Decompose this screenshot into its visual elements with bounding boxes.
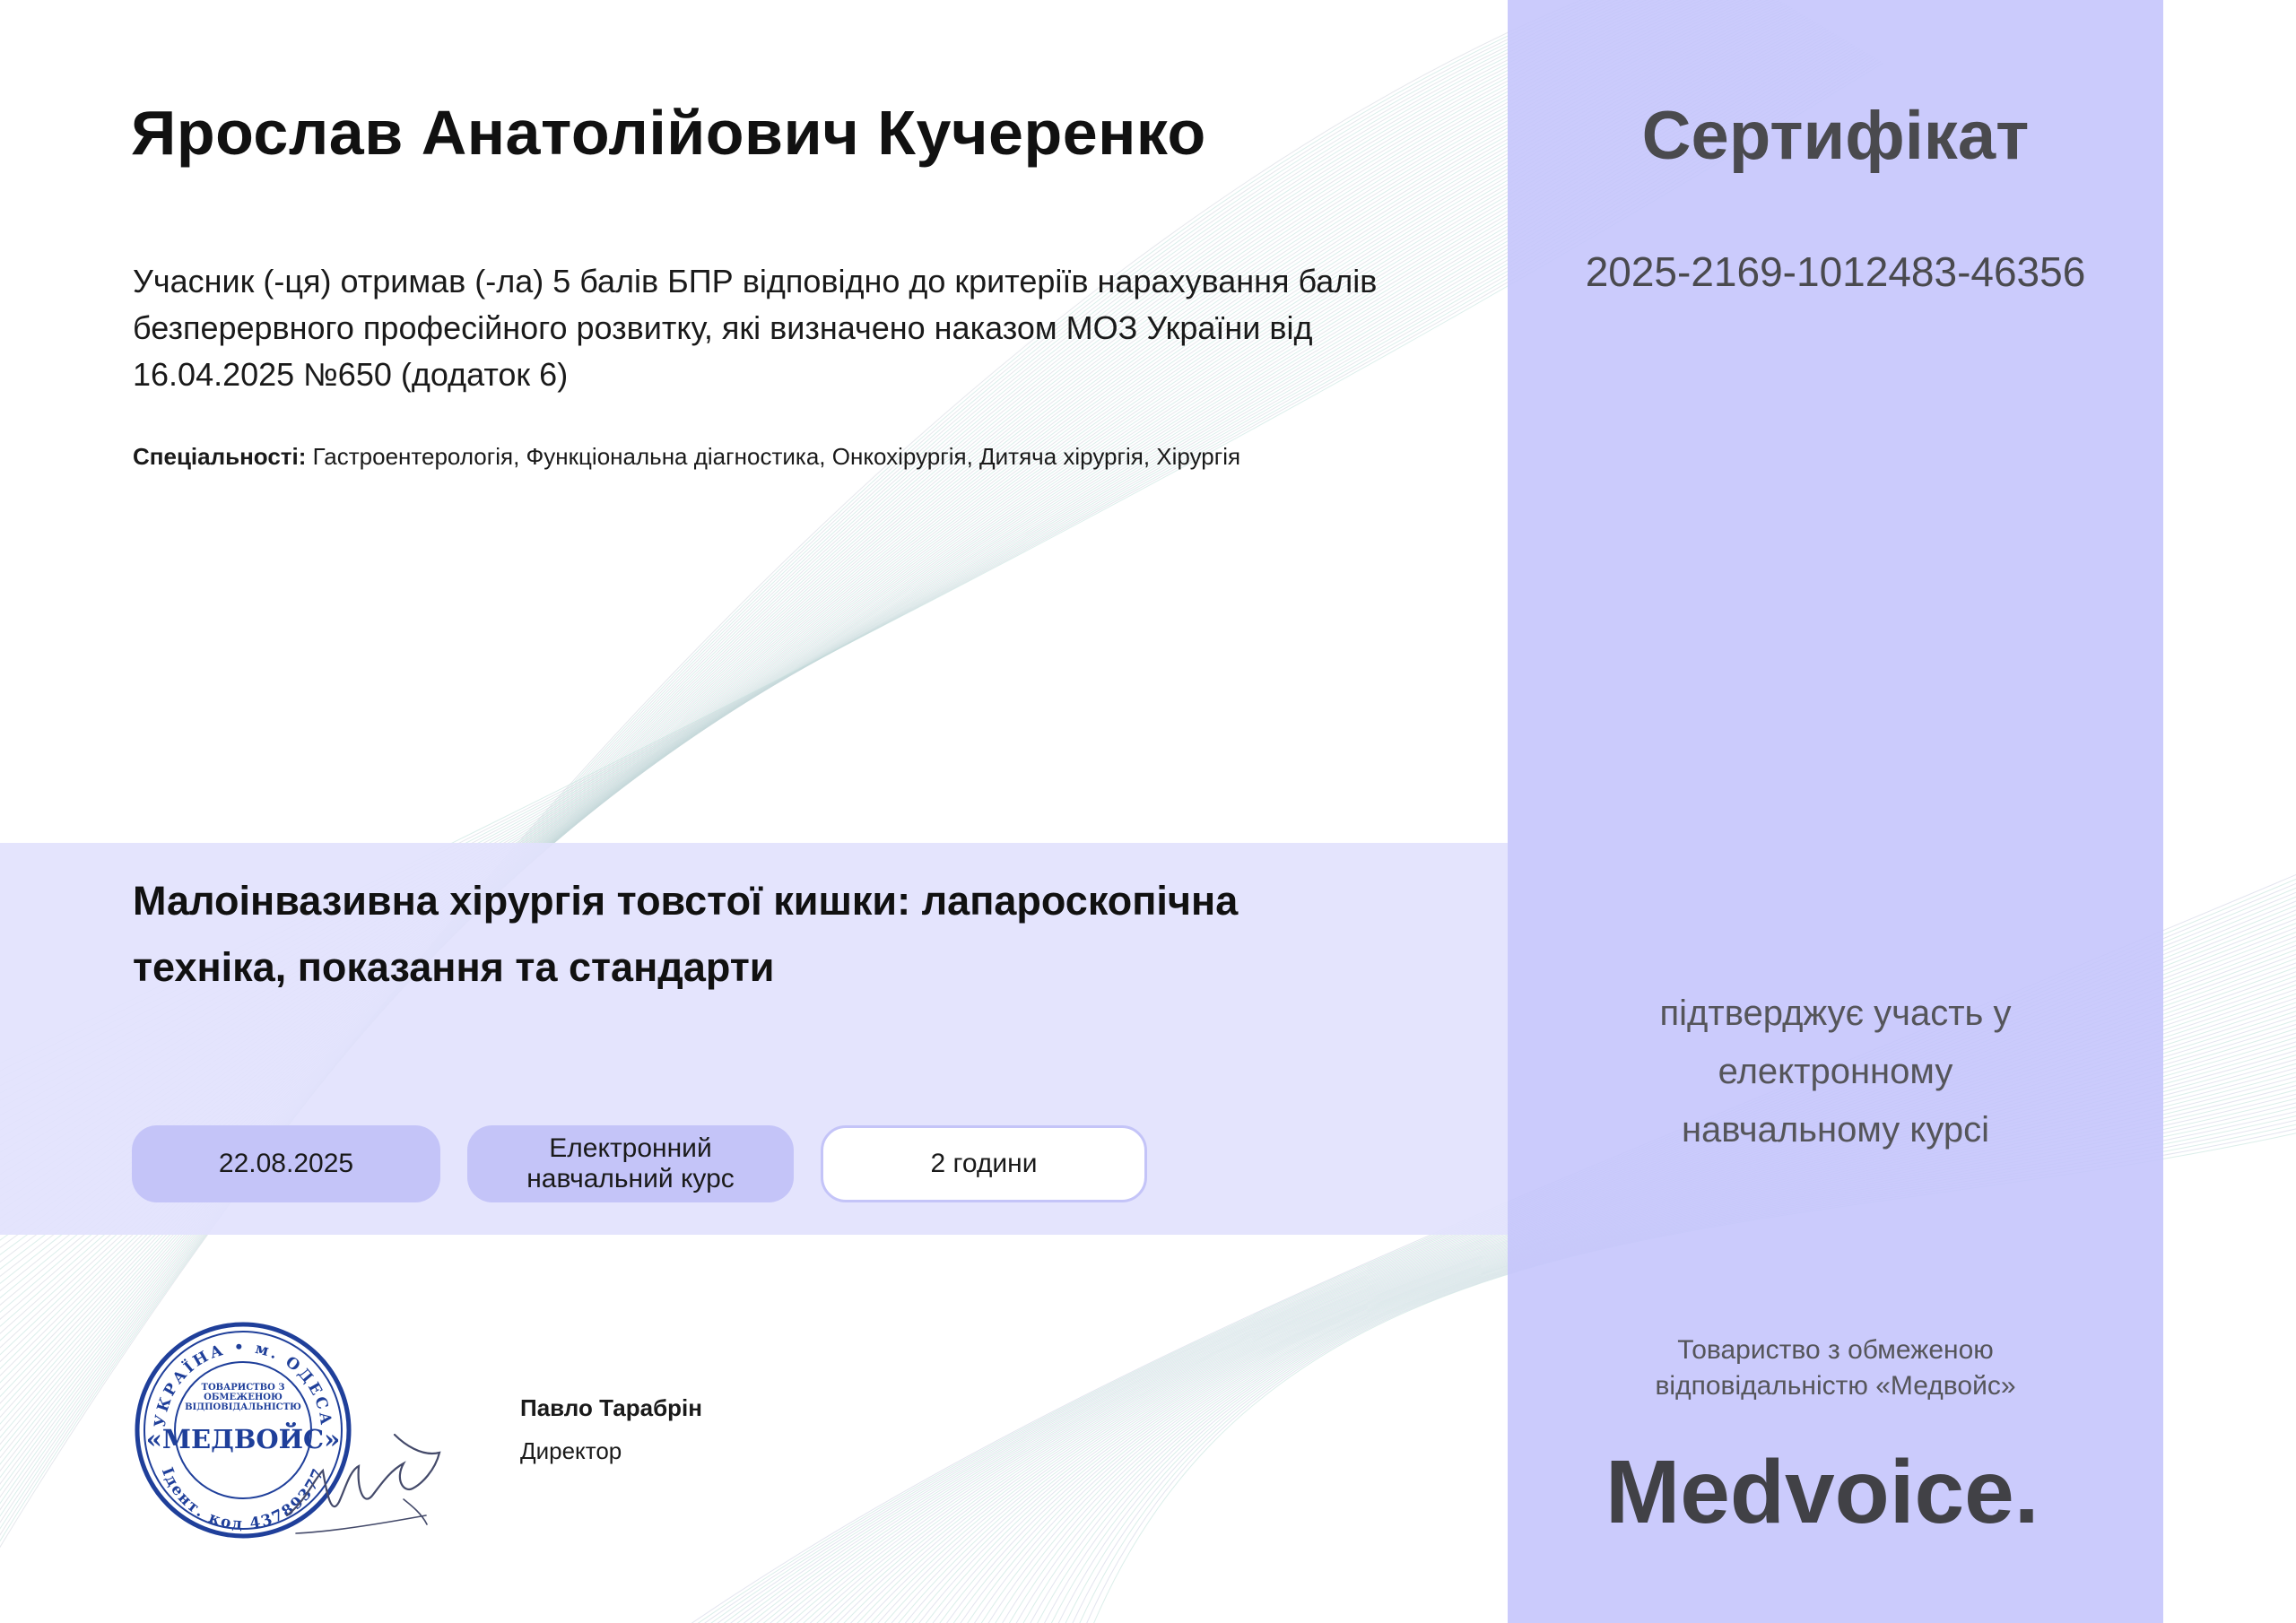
course-duration: 2 години bbox=[930, 1149, 1038, 1178]
medvoice-logo bbox=[1605, 1451, 2072, 1541]
description-text: Учасник (-ця) отримав (-ла) 5 балів БПР відповідно до критеріїв нарахування балів безперервного професійного розвитку, які визначено наказом МОЗ України від 16.04.2025 №650 (додаток 6) bbox=[133, 263, 1378, 393]
certificate-number: 2025-2169-1012483-46356 bbox=[1585, 248, 2086, 295]
course-duration-badge bbox=[821, 1125, 1147, 1202]
course-date: 22.08.2025 bbox=[218, 1149, 354, 1178]
company-name bbox=[1508, 1332, 2163, 1404]
stamp-center-big: «МЕДВОЙС» bbox=[145, 1424, 341, 1454]
logo-svg bbox=[1605, 1451, 2072, 1541]
company-name-text: Товариство з обмеженою відповідальністю «Медвойс» bbox=[1655, 1335, 2016, 1401]
stamp-bottom-text: Ідент. код 43789377 bbox=[157, 1464, 329, 1534]
specialties-value: Гастроентерологія, Функціональна діагностика, Онкохірургія, Дитяча хірургія, Хірургія bbox=[312, 443, 1241, 470]
stamp-top-text: УКРАЇНА • м. ОДЕСА bbox=[151, 1338, 335, 1428]
course-title: Малоінвазивна хірургія товстої кишки: лапароскопічна техніка, показання та стандарти bbox=[133, 878, 1239, 990]
signer-role: Директор bbox=[520, 1437, 622, 1464]
course-date-badge bbox=[132, 1125, 440, 1202]
confirmation-text-content: підтверджує участь у електронному навчальному курсі bbox=[1659, 994, 2012, 1150]
course-type-badge bbox=[467, 1125, 794, 1202]
logo-text: Medvoice. bbox=[1605, 1451, 2039, 1541]
confirmation-text bbox=[1508, 985, 2163, 1159]
course-type: Електронний навчальний курс bbox=[526, 1133, 735, 1193]
specialties-label: Спеціальності: bbox=[133, 443, 307, 470]
participant-name: Ярослав Анатолійович Кучеренко bbox=[131, 98, 1206, 168]
signature bbox=[269, 1417, 448, 1551]
stamp-center-small: ТОВАРИСТВО З ОБМЕЖЕНОЮ ВІДПОВІДАЛЬНІСТЮ bbox=[185, 1383, 301, 1412]
specialties bbox=[133, 443, 1433, 471]
certificate-title: Сертифікат bbox=[1641, 98, 2030, 174]
signer-name: Павло Тарабрін bbox=[520, 1394, 702, 1421]
